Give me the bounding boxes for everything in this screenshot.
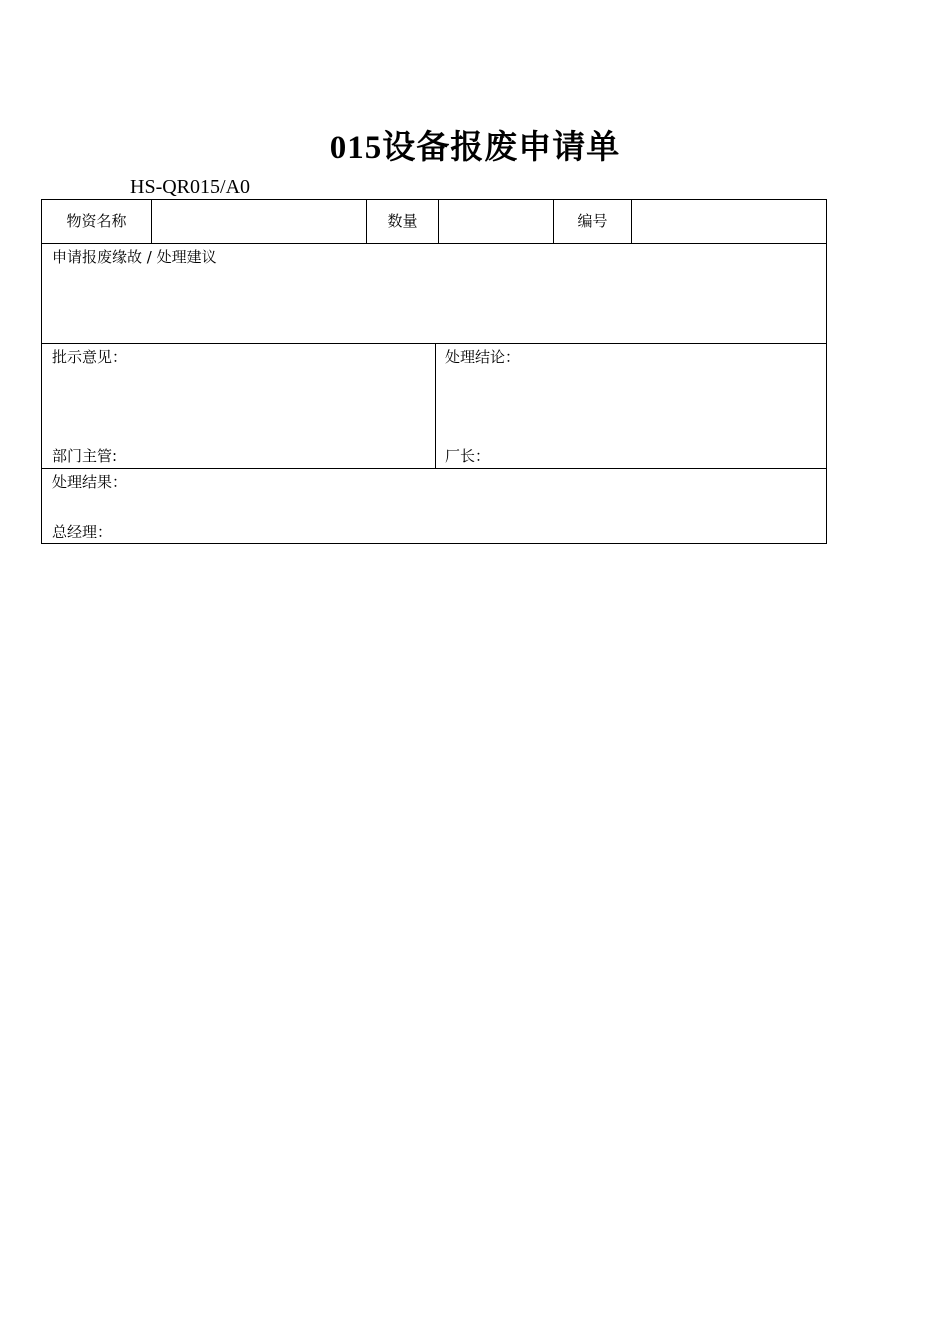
- reason-field[interactable]: [42, 268, 826, 342]
- handling-result-label: 处理结果：: [52, 473, 128, 491]
- number-value: [632, 200, 826, 243]
- material-name-field[interactable]: [152, 200, 366, 243]
- material-name-value: [152, 200, 366, 243]
- handling-conclusion-field[interactable]: [436, 368, 826, 443]
- approval-opinion-label: 批示意见：: [52, 348, 128, 366]
- document-title: 015设备报废申请单: [329, 130, 621, 166]
- number-label: 编号: [577, 212, 608, 230]
- quantity-label: 数量: [387, 212, 418, 230]
- department-head-label: 部门主管:: [52, 447, 118, 465]
- handling-result-field[interactable]: [42, 493, 826, 519]
- form-code: HS-QR015/A0: [130, 176, 251, 198]
- approval-opinion-field[interactable]: [42, 368, 434, 443]
- quantity-field[interactable]: [439, 200, 553, 243]
- row2-divider: [42, 343, 826, 344]
- scrap-application-form: [41, 199, 827, 544]
- number-field[interactable]: [632, 200, 826, 243]
- row3-divider: [42, 468, 826, 469]
- quantity-value: [439, 200, 553, 243]
- row1-divider: [42, 243, 826, 244]
- handling-conclusion-label: 处理结论：: [445, 348, 521, 366]
- reason-label: 申请报废缘故 / 处理建议: [52, 248, 217, 266]
- general-manager-label: 总经理：: [52, 523, 113, 541]
- material-name-label: 物资名称: [66, 212, 127, 230]
- factory-director-label: 厂长：: [445, 447, 491, 465]
